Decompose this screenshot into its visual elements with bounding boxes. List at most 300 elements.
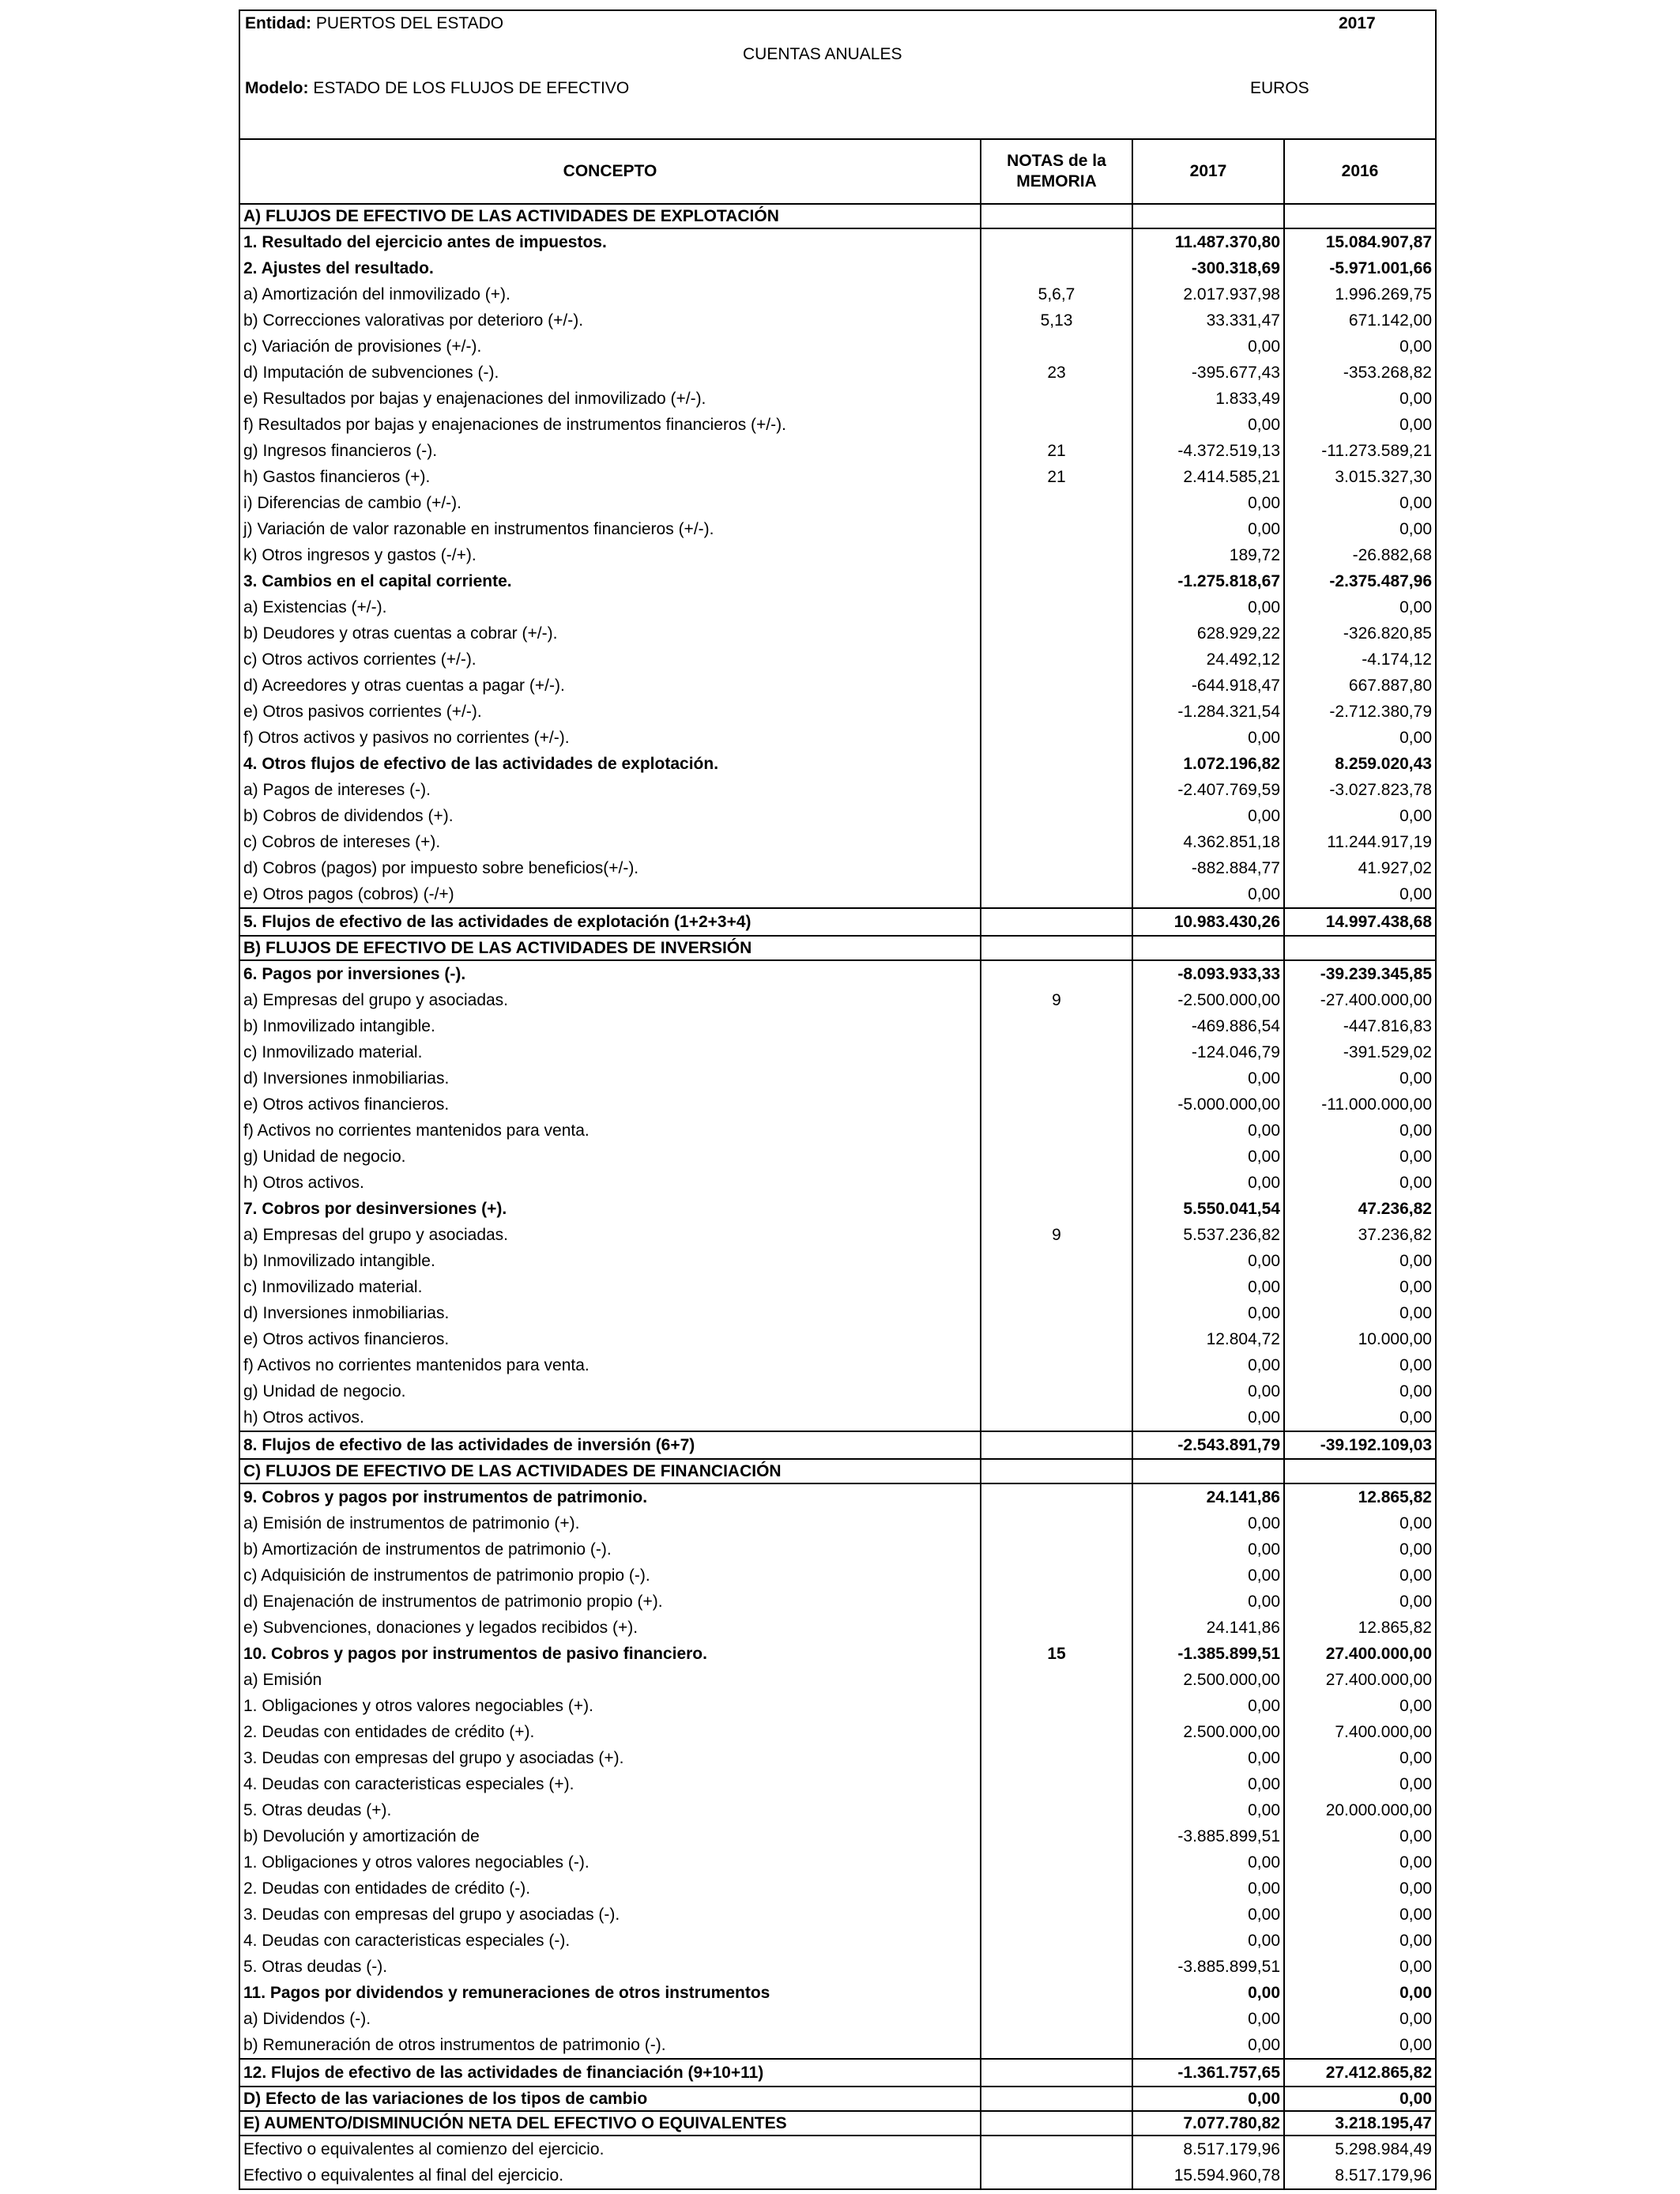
table-row bbox=[239, 1013, 1436, 1039]
table-row bbox=[239, 1065, 1436, 1091]
notes-cell: 15 bbox=[981, 1641, 1132, 1667]
concept-cell: 4. Otros flujos de efectivo de las actividades de explotación. bbox=[239, 751, 981, 777]
table-row bbox=[239, 829, 1436, 855]
value-2016-cell: 0,00 bbox=[1284, 1144, 1436, 1170]
value-2017-cell: 2.414.585,21 bbox=[1132, 464, 1284, 490]
concept-cell: 11. Pagos por dividendos y remuneraciones de otros instrumentos bbox=[239, 1980, 981, 2006]
value-2016-cell: 20.000.000,00 bbox=[1284, 1797, 1436, 1823]
value-2017-cell: 2.500.000,00 bbox=[1132, 1719, 1284, 1745]
notes-cell bbox=[981, 2006, 1132, 2032]
value-2017-cell: -1.275.818,67 bbox=[1132, 568, 1284, 594]
notes-cell bbox=[981, 1902, 1132, 1928]
notes-cell bbox=[981, 1589, 1132, 1615]
value-2016-cell: -2.375.487,96 bbox=[1284, 568, 1436, 594]
table-row bbox=[239, 1144, 1436, 1170]
notes-cell bbox=[981, 803, 1132, 829]
value-2017-cell: 189,72 bbox=[1132, 542, 1284, 568]
notes-cell bbox=[981, 1875, 1132, 1902]
value-2017-cell: -882.884,77 bbox=[1132, 855, 1284, 881]
concept-cell: i) Diferencias de cambio (+/-). bbox=[239, 490, 981, 516]
notes-cell bbox=[981, 1563, 1132, 1589]
value-2017-cell: 0,00 bbox=[1132, 1378, 1284, 1404]
concept-cell: f) Resultados por bajas y enajenaciones de instrumentos financieros (+/-). bbox=[239, 412, 981, 438]
notes-cell bbox=[981, 1404, 1132, 1431]
value-2017-cell: 24.141,86 bbox=[1132, 1483, 1284, 1510]
concept-cell: g) Ingresos financieros (-). bbox=[239, 438, 981, 464]
concept-cell: A) FLUJOS DE EFECTIVO DE LAS ACTIVIDADES DE EXPLOTACIÓN bbox=[239, 204, 981, 228]
concept-cell: 5. Otras deudas (-). bbox=[239, 1954, 981, 1980]
value-2016-cell: -447.816,83 bbox=[1284, 1013, 1436, 1039]
table-row bbox=[239, 334, 1436, 360]
concept-cell: g) Unidad de negocio. bbox=[239, 1144, 981, 1170]
value-2017-cell: 0,00 bbox=[1132, 1404, 1284, 1431]
notes-cell bbox=[981, 673, 1132, 699]
entity-label: Entidad: bbox=[245, 14, 311, 32]
table-row bbox=[239, 1693, 1436, 1719]
section-row bbox=[239, 936, 1436, 960]
concept-cell: B) FLUJOS DE EFECTIVO DE LAS ACTIVIDADES DE INVERSIÓN bbox=[239, 936, 981, 960]
value-2017-cell: 0,00 bbox=[1132, 1248, 1284, 1274]
concept-cell: c) Variación de provisiones (+/-). bbox=[239, 334, 981, 360]
concept-cell: d) Inversiones inmobiliarias. bbox=[239, 1300, 981, 1326]
value-2016-cell: 1.996.269,75 bbox=[1284, 281, 1436, 307]
table-row bbox=[239, 1563, 1436, 1589]
value-2017-cell: 4.362.851,18 bbox=[1132, 829, 1284, 855]
subtotal-row bbox=[239, 1641, 1436, 1667]
value-2016-cell: 0,00 bbox=[1284, 1980, 1436, 2006]
value-2016-cell: 0,00 bbox=[1284, 594, 1436, 620]
table-row bbox=[239, 438, 1436, 464]
table-row bbox=[239, 1039, 1436, 1065]
table-row bbox=[239, 1849, 1436, 1875]
header-subtitle: CUENTAS ANUALES bbox=[743, 45, 902, 63]
value-2017-cell: 8.517.179,96 bbox=[1132, 2136, 1284, 2162]
notes-cell bbox=[981, 1352, 1132, 1378]
statement-body bbox=[239, 204, 1436, 2189]
subtotal-row bbox=[239, 255, 1436, 281]
subtotal-row bbox=[239, 908, 1436, 936]
value-2016-cell: 0,00 bbox=[1284, 1875, 1436, 1902]
value-2016-cell: 8.517.179,96 bbox=[1284, 2162, 1436, 2189]
value-2016-cell: -11.273.589,21 bbox=[1284, 438, 1436, 464]
value-2016-cell: 8.259.020,43 bbox=[1284, 751, 1436, 777]
value-2017-cell: 24.141,86 bbox=[1132, 1615, 1284, 1641]
value-2016-cell: 671.142,00 bbox=[1284, 307, 1436, 334]
concept-cell: b) Amortización de instrumentos de patrimonio (-). bbox=[239, 1536, 981, 1563]
concept-cell: 5. Otras deudas (+). bbox=[239, 1797, 981, 1823]
concept-cell: b) Cobros de dividendos (+). bbox=[239, 803, 981, 829]
value-2017-cell: -1.284.321,54 bbox=[1132, 699, 1284, 725]
value-2016-cell: 27.412.865,82 bbox=[1284, 2059, 1436, 2087]
value-2017-cell: -1.361.757,65 bbox=[1132, 2059, 1284, 2087]
value-2017-cell: 628.929,22 bbox=[1132, 620, 1284, 647]
concept-cell: 8. Flujos de efectivo de las actividades de inversión (6+7) bbox=[239, 1431, 981, 1459]
notes-cell bbox=[981, 2162, 1132, 2189]
value-2016-cell: -2.712.380,79 bbox=[1284, 699, 1436, 725]
notes-cell bbox=[981, 908, 1132, 936]
value-2017-cell: 0,00 bbox=[1132, 1797, 1284, 1823]
concept-cell: f) Otros activos y pasivos no corrientes (+/-). bbox=[239, 725, 981, 751]
notes-cell bbox=[981, 228, 1132, 255]
concept-cell: b) Devolución y amortización de bbox=[239, 1823, 981, 1849]
table-row bbox=[239, 620, 1436, 647]
table-row bbox=[239, 725, 1436, 751]
table-row bbox=[239, 307, 1436, 334]
notes-cell bbox=[981, 1065, 1132, 1091]
value-2016-cell: 0,00 bbox=[1284, 1536, 1436, 1563]
notes-cell bbox=[981, 751, 1132, 777]
concept-cell: 2. Deudas con entidades de crédito (+). bbox=[239, 1719, 981, 1745]
subtotal-row bbox=[239, 568, 1436, 594]
value-2017-cell: -4.372.519,13 bbox=[1132, 438, 1284, 464]
concept-cell: E) AUMENTO/DISMINUCIÓN NETA DEL EFECTIVO O EQUIVALENTES bbox=[239, 2111, 981, 2136]
table-row bbox=[239, 673, 1436, 699]
table-row bbox=[239, 699, 1436, 725]
table-row bbox=[239, 1719, 1436, 1745]
notes-cell bbox=[981, 1144, 1132, 1170]
notes-cell bbox=[981, 1615, 1132, 1641]
table-row bbox=[239, 1797, 1436, 1823]
table-row bbox=[239, 1326, 1436, 1352]
section-row bbox=[239, 1459, 1436, 1483]
value-2017-cell: 0,00 bbox=[1132, 1849, 1284, 1875]
concept-cell: Efectivo o equivalentes al comienzo del ejercicio. bbox=[239, 2136, 981, 2162]
value-2017-cell: -2.543.891,79 bbox=[1132, 1431, 1284, 1459]
value-2016-cell: 0,00 bbox=[1284, 1248, 1436, 1274]
table-row bbox=[239, 1771, 1436, 1797]
statement-header bbox=[239, 9, 1437, 140]
concept-cell: h) Otros activos. bbox=[239, 1404, 981, 1431]
value-2017-cell: 0,00 bbox=[1132, 725, 1284, 751]
table-row bbox=[239, 855, 1436, 881]
notes-cell bbox=[981, 1326, 1132, 1352]
concept-cell: e) Otros pasivos corrientes (+/-). bbox=[239, 699, 981, 725]
value-2016-cell: 11.244.917,19 bbox=[1284, 829, 1436, 855]
table-row bbox=[239, 1248, 1436, 1274]
value-2016-cell: 37.236,82 bbox=[1284, 1222, 1436, 1248]
concept-cell: 2. Deudas con entidades de crédito (-). bbox=[239, 1875, 981, 1902]
concept-cell: d) Inversiones inmobiliarias. bbox=[239, 1065, 981, 1091]
value-2016-cell: 0,00 bbox=[1284, 1118, 1436, 1144]
value-2017-cell: 5.537.236,82 bbox=[1132, 1222, 1284, 1248]
table-row bbox=[239, 360, 1436, 386]
concept-cell: f) Activos no corrientes mantenidos para venta. bbox=[239, 1118, 981, 1144]
concept-cell: k) Otros ingresos y gastos (-/+). bbox=[239, 542, 981, 568]
model-label: Modelo: bbox=[245, 79, 309, 97]
notes-cell: 23 bbox=[981, 360, 1132, 386]
value-2017-cell: -300.318,69 bbox=[1132, 255, 1284, 281]
table-row bbox=[239, 777, 1436, 803]
value-2016-cell: 0,00 bbox=[1284, 490, 1436, 516]
table-row bbox=[239, 2136, 1436, 2162]
table-row bbox=[239, 1902, 1436, 1928]
value-2016-cell: 0,00 bbox=[1284, 1823, 1436, 1849]
notes-cell bbox=[981, 1849, 1132, 1875]
notes-cell bbox=[981, 1274, 1132, 1300]
value-2017-cell: 0,00 bbox=[1132, 1144, 1284, 1170]
notes-cell bbox=[981, 1928, 1132, 1954]
value-2016-cell: 0,00 bbox=[1284, 2006, 1436, 2032]
value-2016-cell: 0,00 bbox=[1284, 1352, 1436, 1378]
value-2017-cell: 0,00 bbox=[1132, 1902, 1284, 1928]
notes-cell bbox=[981, 1510, 1132, 1536]
notes-cell bbox=[981, 2059, 1132, 2087]
value-2016-cell: -353.268,82 bbox=[1284, 360, 1436, 386]
notes-cell: 9 bbox=[981, 1222, 1132, 1248]
value-2017-cell bbox=[1132, 936, 1284, 960]
concept-cell: g) Unidad de negocio. bbox=[239, 1378, 981, 1404]
value-2017-cell: 0,00 bbox=[1132, 594, 1284, 620]
table-row bbox=[239, 2162, 1436, 2189]
notes-cell: 9 bbox=[981, 987, 1132, 1013]
notes-cell bbox=[981, 1823, 1132, 1849]
subtotal-row bbox=[239, 228, 1436, 255]
subtotal-row bbox=[239, 1196, 1436, 1222]
value-2017-cell: 7.077.780,82 bbox=[1132, 2111, 1284, 2136]
table-row bbox=[239, 1274, 1436, 1300]
value-2017-cell: 1.833,49 bbox=[1132, 386, 1284, 412]
notes-cell bbox=[981, 1091, 1132, 1118]
value-2017-cell: 24.492,12 bbox=[1132, 647, 1284, 673]
value-2017-cell: 2.017.937,98 bbox=[1132, 281, 1284, 307]
notes-cell bbox=[981, 1248, 1132, 1274]
concept-cell: a) Amortización del inmovilizado (+). bbox=[239, 281, 981, 307]
section-row bbox=[239, 2111, 1436, 2136]
table-row bbox=[239, 516, 1436, 542]
value-2016-cell: -26.882,68 bbox=[1284, 542, 1436, 568]
concept-cell: c) Inmovilizado material. bbox=[239, 1274, 981, 1300]
notes-cell bbox=[981, 334, 1132, 360]
concept-cell: a) Emisión bbox=[239, 1667, 981, 1693]
table-row bbox=[239, 1300, 1436, 1326]
table-row bbox=[239, 1118, 1436, 1144]
notes-cell bbox=[981, 647, 1132, 673]
value-2016-cell: -39.192.109,03 bbox=[1284, 1431, 1436, 1459]
notes-cell bbox=[981, 1771, 1132, 1797]
value-2016-cell: 12.865,82 bbox=[1284, 1483, 1436, 1510]
value-2017-cell: 0,00 bbox=[1132, 2006, 1284, 2032]
concept-cell: a) Empresas del grupo y asociadas. bbox=[239, 1222, 981, 1248]
notes-cell bbox=[981, 1667, 1132, 1693]
value-2016-cell: -3.027.823,78 bbox=[1284, 777, 1436, 803]
table-row bbox=[239, 490, 1436, 516]
concept-cell: 2. Ajustes del resultado. bbox=[239, 255, 981, 281]
value-2017-cell: 0,00 bbox=[1132, 2032, 1284, 2059]
value-2017-cell: -644.918,47 bbox=[1132, 673, 1284, 699]
concept-cell: e) Subvenciones, donaciones y legados recibidos (+). bbox=[239, 1615, 981, 1641]
subtotal-row bbox=[239, 751, 1436, 777]
subtotal-row bbox=[239, 2059, 1436, 2087]
concept-cell: c) Otros activos corrientes (+/-). bbox=[239, 647, 981, 673]
concept-cell: d) Imputación de subvenciones (-). bbox=[239, 360, 981, 386]
value-2017-cell: 0,00 bbox=[1132, 334, 1284, 360]
notes-cell bbox=[981, 960, 1132, 987]
entity-line bbox=[245, 14, 503, 33]
table-row bbox=[239, 1222, 1436, 1248]
value-2016-cell: 5.298.984,49 bbox=[1284, 2136, 1436, 2162]
value-2016-cell: 0,00 bbox=[1284, 1745, 1436, 1771]
notes-cell bbox=[981, 255, 1132, 281]
value-2017-cell: 10.983.430,26 bbox=[1132, 908, 1284, 936]
value-2016-cell: 0,00 bbox=[1284, 2032, 1436, 2059]
subtotal-row bbox=[239, 1980, 1436, 2006]
value-2017-cell: 0,00 bbox=[1132, 1300, 1284, 1326]
concept-cell: b) Inmovilizado intangible. bbox=[239, 1248, 981, 1274]
concept-cell: b) Remuneración de otros instrumentos de patrimonio (-). bbox=[239, 2032, 981, 2059]
table-row bbox=[239, 594, 1436, 620]
concept-cell: h) Gastos financieros (+). bbox=[239, 464, 981, 490]
section-row bbox=[239, 204, 1436, 228]
value-2016-cell: 3.218.195,47 bbox=[1284, 2111, 1436, 2136]
notes-cell bbox=[981, 936, 1132, 960]
value-2017-cell: -3.885.899,51 bbox=[1132, 1954, 1284, 1980]
concept-cell: C) FLUJOS DE EFECTIVO DE LAS ACTIVIDADES DE FINANCIACIÓN bbox=[239, 1459, 981, 1483]
value-2016-cell: 0,00 bbox=[1284, 1065, 1436, 1091]
table-row bbox=[239, 1954, 1436, 1980]
concept-cell: b) Deudores y otras cuentas a cobrar (+/-). bbox=[239, 620, 981, 647]
concept-cell: h) Otros activos. bbox=[239, 1170, 981, 1196]
notes-cell bbox=[981, 725, 1132, 751]
value-2016-cell: -39.239.345,85 bbox=[1284, 960, 1436, 987]
column-header-2016: 2016 bbox=[1284, 139, 1436, 204]
value-2017-cell: -1.385.899,51 bbox=[1132, 1641, 1284, 1667]
concept-cell: b) Inmovilizado intangible. bbox=[239, 1013, 981, 1039]
table-row bbox=[239, 386, 1436, 412]
value-2016-cell: 47.236,82 bbox=[1284, 1196, 1436, 1222]
concept-cell: e) Otros pagos (cobros) (-/+) bbox=[239, 881, 981, 908]
concept-cell: j) Variación de valor razonable en instrumentos financieros (+/-). bbox=[239, 516, 981, 542]
value-2017-cell: 0,00 bbox=[1132, 1118, 1284, 1144]
notes-cell: 21 bbox=[981, 438, 1132, 464]
value-2016-cell bbox=[1284, 1459, 1436, 1483]
value-2017-cell: 0,00 bbox=[1132, 1980, 1284, 2006]
table-row bbox=[239, 2006, 1436, 2032]
table-row bbox=[239, 464, 1436, 490]
value-2017-cell: -3.885.899,51 bbox=[1132, 1823, 1284, 1849]
concept-cell: c) Cobros de intereses (+). bbox=[239, 829, 981, 855]
currency-label: EUROS bbox=[1250, 79, 1309, 97]
value-2016-cell: 27.400.000,00 bbox=[1284, 1667, 1436, 1693]
concept-cell: 1. Obligaciones y otros valores negociables (+). bbox=[239, 1693, 981, 1719]
value-2016-cell: 27.400.000,00 bbox=[1284, 1641, 1436, 1667]
concept-cell: d) Acreedores y otras cuentas a pagar (+/-). bbox=[239, 673, 981, 699]
value-2017-cell: 0,00 bbox=[1132, 412, 1284, 438]
value-2016-cell: 0,00 bbox=[1284, 516, 1436, 542]
value-2017-cell: 12.804,72 bbox=[1132, 1326, 1284, 1352]
table-row bbox=[239, 881, 1436, 908]
notes-cell bbox=[981, 594, 1132, 620]
value-2017-cell: -395.677,43 bbox=[1132, 360, 1284, 386]
concept-cell: 1. Obligaciones y otros valores negociables (-). bbox=[239, 1849, 981, 1875]
section-row bbox=[239, 2087, 1436, 2111]
notes-cell bbox=[981, 490, 1132, 516]
concept-cell: a) Dividendos (-). bbox=[239, 2006, 981, 2032]
notes-cell bbox=[981, 1039, 1132, 1065]
notes-cell: 21 bbox=[981, 464, 1132, 490]
subtotal-row bbox=[239, 1431, 1436, 1459]
value-2016-cell: 0,00 bbox=[1284, 1300, 1436, 1326]
cash-flow-statement bbox=[239, 9, 1435, 2190]
table-row bbox=[239, 1589, 1436, 1615]
notes-cell bbox=[981, 855, 1132, 881]
value-2016-cell: -27.400.000,00 bbox=[1284, 987, 1436, 1013]
concept-cell: 3. Deudas con empresas del grupo y asociadas (-). bbox=[239, 1902, 981, 1928]
notes-cell bbox=[981, 1013, 1132, 1039]
value-2016-cell: 0,00 bbox=[1284, 1849, 1436, 1875]
notes-cell bbox=[981, 1797, 1132, 1823]
value-2016-cell: 0,00 bbox=[1284, 1404, 1436, 1431]
column-header-concept: CONCEPTO bbox=[239, 139, 981, 204]
notes-cell bbox=[981, 2032, 1132, 2059]
table-row bbox=[239, 1615, 1436, 1641]
value-2016-cell: -5.971.001,66 bbox=[1284, 255, 1436, 281]
notes-cell bbox=[981, 386, 1132, 412]
notes-cell bbox=[981, 699, 1132, 725]
value-2017-cell: 11.487.370,80 bbox=[1132, 228, 1284, 255]
value-2016-cell: 7.400.000,00 bbox=[1284, 1719, 1436, 1745]
notes-cell bbox=[981, 568, 1132, 594]
notes-cell bbox=[981, 204, 1132, 228]
notes-cell bbox=[981, 1300, 1132, 1326]
value-2016-cell: 0,00 bbox=[1284, 1510, 1436, 1536]
value-2016-cell: 0,00 bbox=[1284, 803, 1436, 829]
notes-cell bbox=[981, 829, 1132, 855]
concept-cell: 3. Deudas con empresas del grupo y asociadas (+). bbox=[239, 1745, 981, 1771]
notes-cell bbox=[981, 1693, 1132, 1719]
notes-cell bbox=[981, 620, 1132, 647]
concept-cell: D) Efecto de las variaciones de los tipos de cambio bbox=[239, 2087, 981, 2111]
value-2016-cell: 0,00 bbox=[1284, 386, 1436, 412]
subtotal-row bbox=[239, 960, 1436, 987]
concept-cell: c) Inmovilizado material. bbox=[239, 1039, 981, 1065]
table-row bbox=[239, 987, 1436, 1013]
concept-cell: a) Existencias (+/-). bbox=[239, 594, 981, 620]
value-2017-cell: 0,00 bbox=[1132, 1875, 1284, 1902]
subtotal-row bbox=[239, 1483, 1436, 1510]
value-2017-cell: 0,00 bbox=[1132, 1536, 1284, 1563]
value-2016-cell: 0,00 bbox=[1284, 725, 1436, 751]
concept-cell: f) Activos no corrientes mantenidos para venta. bbox=[239, 1352, 981, 1378]
value-2016-cell: -391.529,02 bbox=[1284, 1039, 1436, 1065]
value-2016-cell: 0,00 bbox=[1284, 881, 1436, 908]
table-row bbox=[239, 1404, 1436, 1431]
header-year: 2017 bbox=[1339, 14, 1376, 32]
table-row bbox=[239, 2032, 1436, 2059]
value-2017-cell: 0,00 bbox=[1132, 1274, 1284, 1300]
concept-cell: e) Otros activos financieros. bbox=[239, 1326, 981, 1352]
table-row bbox=[239, 1823, 1436, 1849]
value-2016-cell: 12.865,82 bbox=[1284, 1615, 1436, 1641]
concept-cell: a) Emisión de instrumentos de patrimonio (+). bbox=[239, 1510, 981, 1536]
table-row bbox=[239, 1091, 1436, 1118]
concept-cell: a) Pagos de intereses (-). bbox=[239, 777, 981, 803]
value-2017-cell: 0,00 bbox=[1132, 1771, 1284, 1797]
notes-cell: 5,13 bbox=[981, 307, 1132, 334]
value-2017-cell: 0,00 bbox=[1132, 490, 1284, 516]
value-2017-cell: 33.331,47 bbox=[1132, 307, 1284, 334]
value-2016-cell: 0,00 bbox=[1284, 1170, 1436, 1196]
value-2016-cell: 3.015.327,30 bbox=[1284, 464, 1436, 490]
table-row bbox=[239, 542, 1436, 568]
value-2016-cell: 0,00 bbox=[1284, 1954, 1436, 1980]
notes-cell bbox=[981, 1536, 1132, 1563]
value-2016-cell: 0,00 bbox=[1284, 1928, 1436, 1954]
notes-cell bbox=[981, 1118, 1132, 1144]
column-header-row bbox=[239, 139, 1436, 204]
value-2016-cell: 10.000,00 bbox=[1284, 1326, 1436, 1352]
table-row bbox=[239, 1378, 1436, 1404]
value-2016-cell: -326.820,85 bbox=[1284, 620, 1436, 647]
